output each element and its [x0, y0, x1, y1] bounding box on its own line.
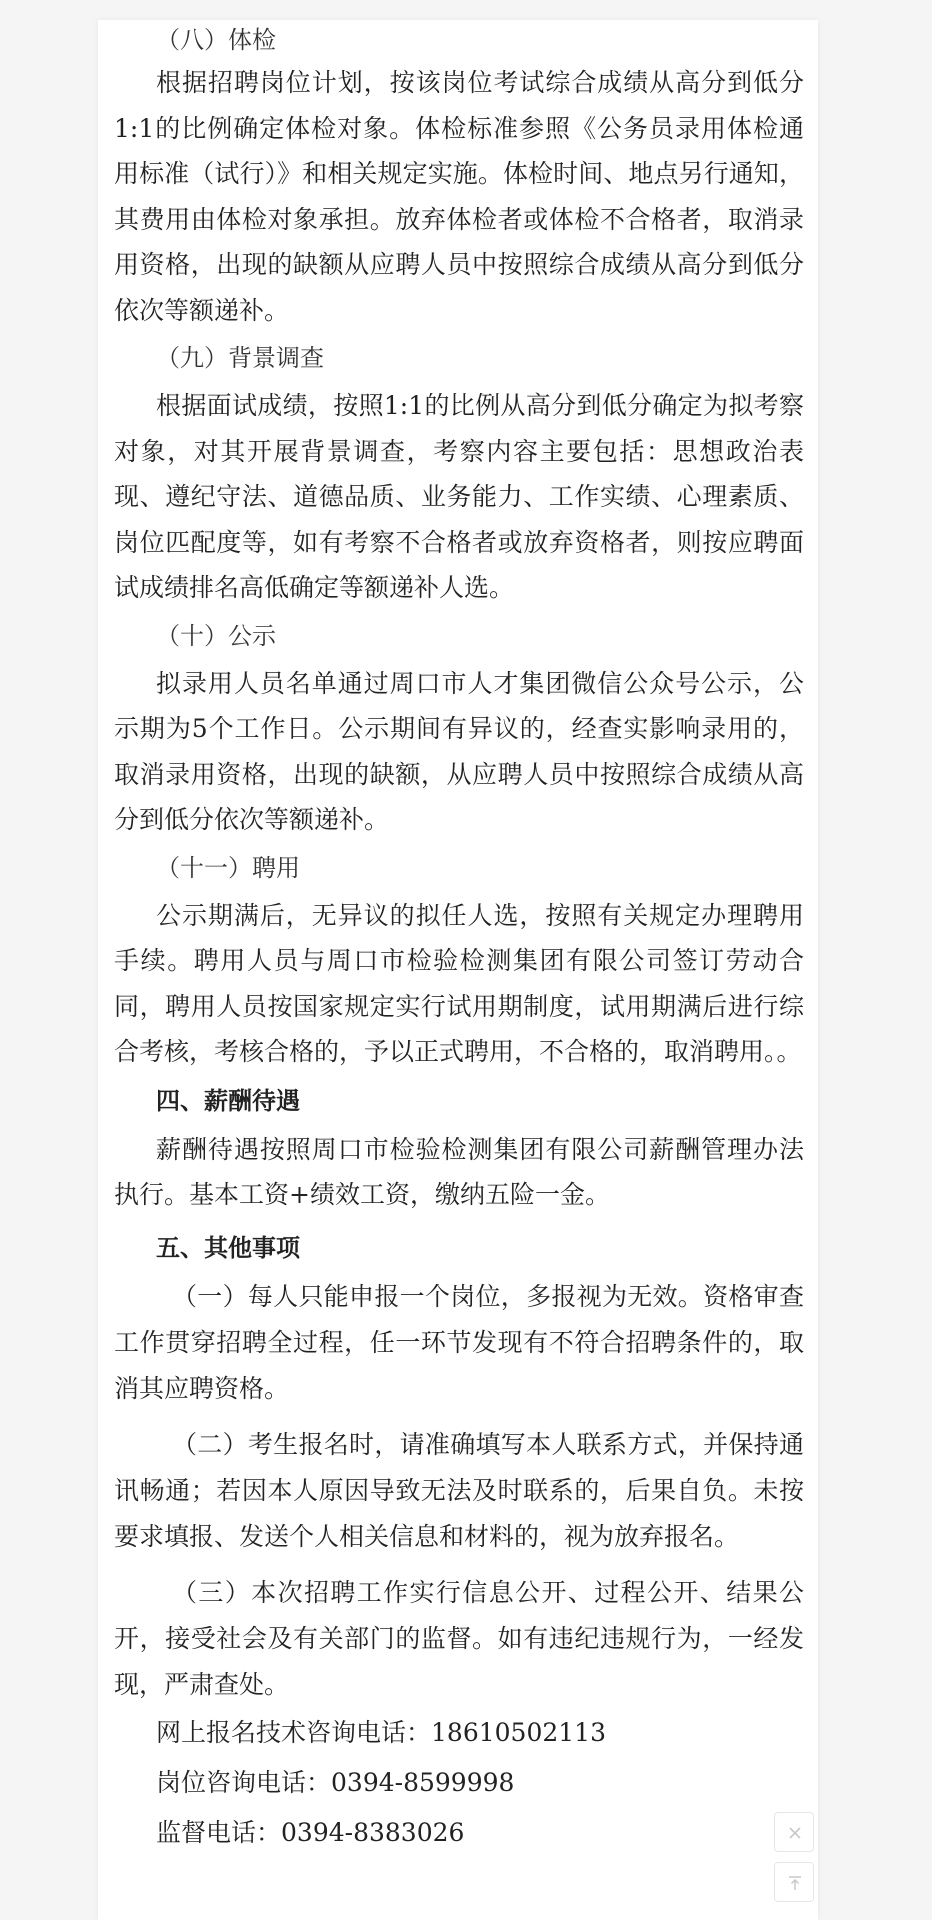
- section-body-background-check: 根据面试成绩，按照1:1的比例从高分到低分确定为拟考察对象，对其开展背景调查，考察内容主要包括：思想政治表现、遵纪守法、道德品质、业务能力、工作实绩、心理素质、岗位匹配度等，如有考察不合格者或放弃资格者，则按应聘面试成绩排名高低确定等额递补人选。: [114, 391, 804, 602]
- contact-label: 监督电话：: [156, 1817, 282, 1847]
- article-content: [114, 20, 804, 1858]
- section-body-publicity: 拟录用人员名单通过周口市人才集团微信公众号公示，公示期为5个工作日。公示期间有异议的，经查实影响录用的，取消录用资格，出现的缺额，从应聘人员中按照综合成绩从高分到低分依次等额递补。: [114, 668, 804, 834]
- contact-tech-support: [114, 1708, 804, 1758]
- other-item-3: （三）本次招聘工作实行信息公开、过程公开、结果公开，接受社会及有关部门的监督。如有违纪违规行为，一经发现，严肃查处。: [114, 1577, 804, 1699]
- contact-position-inquiry: [114, 1758, 804, 1808]
- section-subtitle-publicity: （十）公示: [156, 621, 276, 650]
- contact-label: 岗位咨询电话：: [156, 1767, 332, 1797]
- contact-supervision: [114, 1808, 804, 1858]
- heading-salary: 四、薪酬待遇: [156, 1086, 300, 1115]
- contact-phone: 18610502113: [431, 1717, 606, 1747]
- other-item-1: （一）每人只能申报一个岗位，多报视为无效。资格审查工作贯穿招聘全过程，任一环节发现有不符合招聘条件的，取消其应聘资格。: [114, 1281, 804, 1403]
- back-to-top-button[interactable]: [774, 1862, 814, 1902]
- salary-body: 薪酬待遇按照周口市检验检测集团有限公司薪酬管理办法执行。基本工资+绩效工资，缴纳五险一金。: [114, 1134, 804, 1209]
- close-icon: [785, 1823, 805, 1843]
- section-subtitle-employment: （十一）聘用: [156, 853, 300, 882]
- section-subtitle-exam: （八）体检: [156, 26, 276, 54]
- contact-phone: 0394-8383026: [281, 1817, 465, 1847]
- section-body-employment: 公示期满后，无异议的拟任人选，按照有关规定办理聘用手续。聘用人员与周口市检验检测集团有限公司签订劳动合同，聘用人员按国家规定实行试用期制度，试用期满后进行综合考核，考核合格的，予以正式聘用，不合格的，取消聘用。。: [114, 900, 804, 1066]
- other-item-2: （二）考生报名时，请准确填写本人联系方式，并保持通讯畅通；若因本人原因导致无法及时联系的，后果自负。未按要求填报、发送个人相关信息和材料的，视为放弃报名。: [114, 1429, 804, 1551]
- close-button[interactable]: [774, 1812, 814, 1852]
- section-subtitle-background-check: （九）背景调查: [156, 344, 324, 372]
- article-page: [98, 20, 818, 1920]
- section-body-exam: 根据招聘岗位计划，按该岗位考试综合成绩从高分到低分1:1的比例确定体检对象。体检标准参照《公务员录用体检通用标准（试行）》和相关规定实施。体检时间、地点另行通知，其费用由体检对象承担。放弃体检者或体检不合格者，取消录用资格，出现的缺额从应聘人员中按照综合成绩从高分到低分依次等额递补。: [114, 68, 804, 325]
- contact-label: 网上报名技术咨询电话：: [156, 1717, 432, 1747]
- back-to-top-icon: [785, 1873, 805, 1893]
- contact-phone: 0394-8599998: [331, 1767, 515, 1797]
- heading-other-matters: 五、其他事项: [156, 1233, 300, 1262]
